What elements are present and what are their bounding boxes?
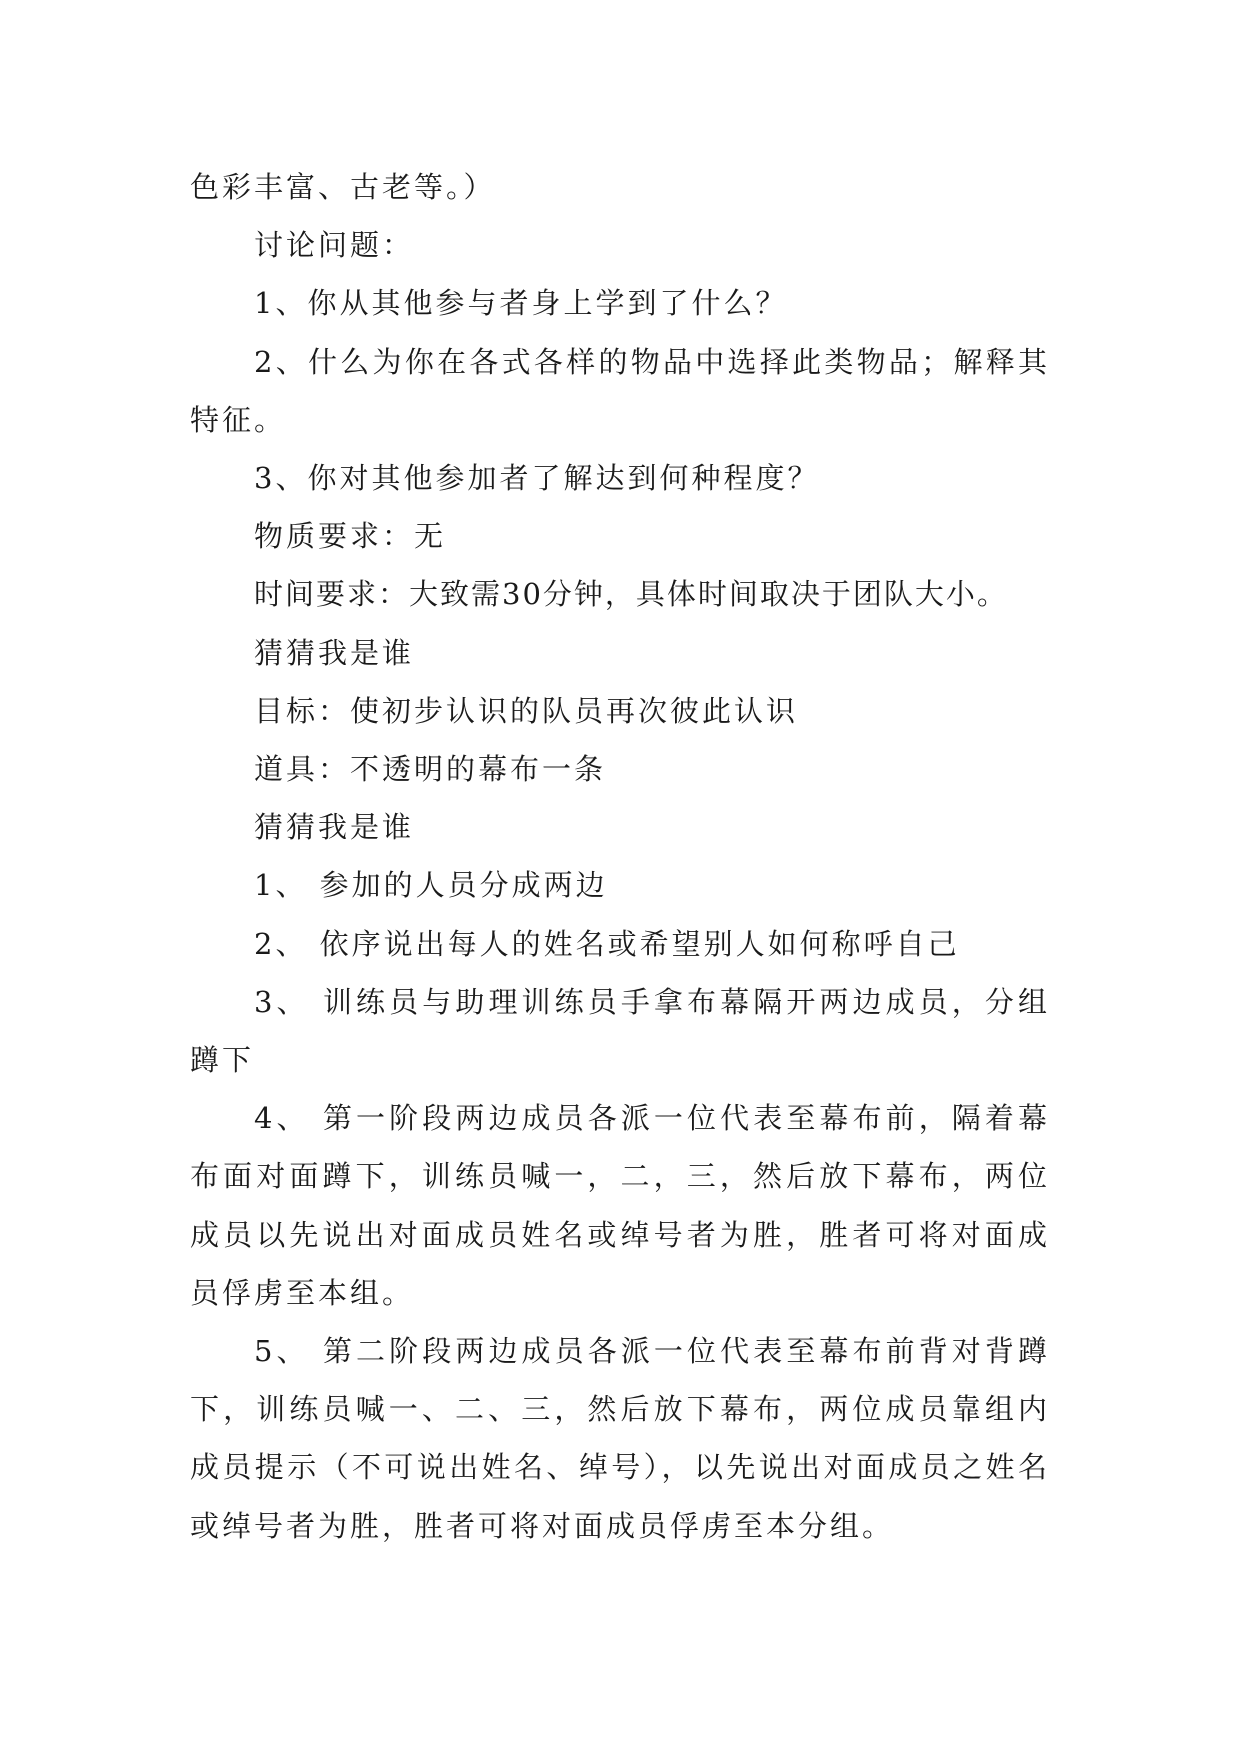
- paragraph-step-2: 2、 依序说出每人的姓名或希望别人如何称呼自己: [254, 926, 960, 961]
- paragraph-material-requirement: 物质要求：无: [254, 519, 447, 554]
- paragraph-step-4: 4、 第一阶段两边成员各派一位代表至幕布前，隔着幕布面对面蹲下，训练员喊一，二，三，然后放下幕布，两位成员以先说出对面成员姓名或绰号者为胜，胜者可将对面成员俘虏至本组。: [190, 1101, 1050, 1310]
- paragraph-step-1: 1、 参加的人员分成两边: [254, 868, 608, 903]
- paragraph-color-note: 色彩丰富、古老等。）: [190, 170, 496, 204]
- paragraph-game-title: 猜猜我是谁: [254, 635, 415, 670]
- paragraph-goal: 目标：使初步认识的队员再次彼此认识: [254, 693, 799, 728]
- paragraph-step-5: 5、 第二阶段两边成员各派一位代表至幕布前背对背蹲下，训练员喊一、二、三，然后放下幕布，两位成员靠组内成员提示（不可说出姓名、绰号），以先说出对面成员之姓名或绰号者为胜，胜者可将对面成员俘虏至本分组。: [190, 1334, 1050, 1543]
- paragraph-question-2: 2、什么为你在各式各样的物品中选择此类物品；解释其特征。: [190, 344, 1050, 437]
- paragraph-game-title-repeat: 猜猜我是谁: [254, 810, 415, 845]
- paragraph-step-3: 3、 训练员与助理训练员手拿布幕隔开两边成员，分组蹲下: [190, 984, 1050, 1078]
- document-body: [190, 158, 1050, 1555]
- paragraph-question-3: 3、你对其他参加者了解达到何种程度？: [254, 461, 820, 496]
- paragraph-question-1: 1、你从其他参与者身上学到了什么？: [254, 286, 788, 321]
- paragraph-discussion-heading: 讨论问题：: [254, 228, 415, 263]
- paragraph-props: 道具：不透明的幕布一条: [254, 752, 607, 787]
- paragraph-time-requirement: 时间要求：大致需30分钟，具体时间取决于团队大小。: [254, 577, 1008, 612]
